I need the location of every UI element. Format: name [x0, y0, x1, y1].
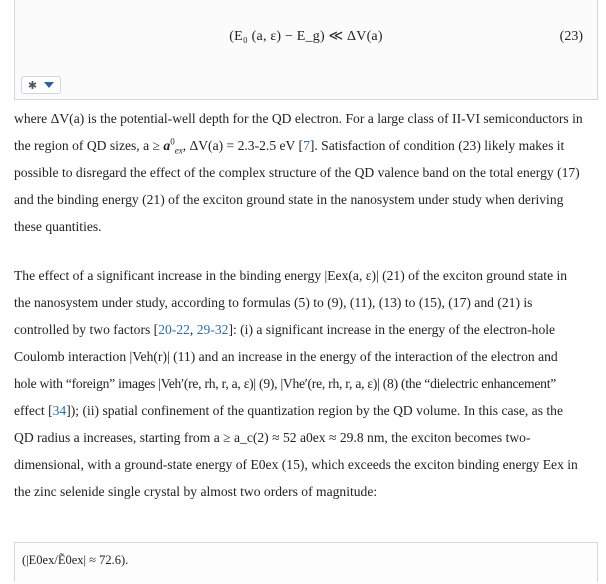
- citation-link[interactable]: 20-22: [158, 322, 190, 337]
- paragraph-1-line-1: where ΔV(a) is the potential-well depth for the QD electron. For a large class of II-VI semiconductors in: [14, 111, 583, 126]
- text-segment: effect [: [14, 403, 53, 418]
- equation-menu-button[interactable]: [21, 76, 61, 94]
- text-segment: , ΔV(a) = 2.3-2.5 eV [: [182, 138, 304, 153]
- paragraph-1-line-3: possible to disregard the effect of the complex structure of the QD valence band on the total energy (17): [14, 165, 580, 180]
- math-symbol: a: [163, 138, 171, 153]
- paragraph-2-line-3: [14, 316, 604, 343]
- paragraph-2-line-1: The effect of a significant increase in the binding energy |Eex(a, ε)| (21) of the exciton ground state in: [14, 268, 568, 283]
- equation-box-bottom: [14, 542, 598, 582]
- text-segment: the region of QD sizes, a ≥: [14, 138, 164, 153]
- citation-link[interactable]: 29-32: [196, 322, 229, 337]
- text-segment: ]: (i) a significant increase in the energy of the electron-hole: [228, 322, 556, 337]
- text-segment: ]); (ii) spatial confinement of the quantization region by the QD volume. In this case, as the: [66, 403, 564, 418]
- text-segment: controlled by two factors [: [14, 322, 159, 337]
- equation-23-formula: (E₀ (a, ε) − E_g) ≪ ΔV(a): [229, 29, 383, 44]
- text-segment: ,: [189, 322, 197, 337]
- paragraph-2-line-7: QD radius a increases, starting from a ≥ a_c(2) ≈ 52 a0ex ≈ 29.8 nm, the exciton becomes two-: [14, 430, 531, 445]
- text-segment: ]. Satisfaction of condition (23) likely makes it: [309, 138, 565, 153]
- equation-box-23: [14, 0, 598, 100]
- paragraph-2-line-6: [14, 397, 604, 424]
- equation-bottom-formula: (|E0ex/Ẽ0ex| ≈ 72.6).: [22, 553, 129, 567]
- paragraph-2-line-8: dimensional, with a ground-state energy of E0ex (15), which exceeds the exciton binding energy Eex in: [14, 457, 578, 472]
- paragraph-2-line-4: Coulomb interaction |Veh(r)| (11) and an increase in the energy of the interaction of the electron and: [14, 349, 558, 364]
- paragraph-2: [14, 262, 604, 505]
- paragraph-1-line-4: and the binding energy (21) of the exciton ground state in the nanosystem under study when deriving: [14, 192, 564, 207]
- math-superscript: 0: [170, 136, 175, 147]
- paragraph-1-line-5: these quantities.: [14, 219, 102, 234]
- gear-icon: ✱: [27, 78, 38, 92]
- paragraph-1: [14, 105, 604, 240]
- citation-link[interactable]: 34: [52, 403, 67, 418]
- chevron-down-icon: [44, 82, 54, 88]
- equation-23-number: (23): [559, 29, 583, 44]
- paragraph-2-line-2: the nanosystem under study, according to formulas (5) to (9), (11), (13) to (15), (17) and (21) is: [14, 295, 533, 310]
- math-subscript: ex: [174, 145, 183, 156]
- paragraph-2-line-9: the zinc selenide single crystal by almost two orders of magnitude:: [14, 484, 378, 499]
- citation-link[interactable]: 7: [303, 138, 310, 153]
- paragraph-2-line-5: hole with “foreign” images |Veh′(re, rh, r, a, ε)| (9), |Vhe′(re, rh, r, a, ε)| (8) (the “dielectric enhancement”: [14, 376, 557, 391]
- paragraph-1-line-2: [14, 132, 604, 159]
